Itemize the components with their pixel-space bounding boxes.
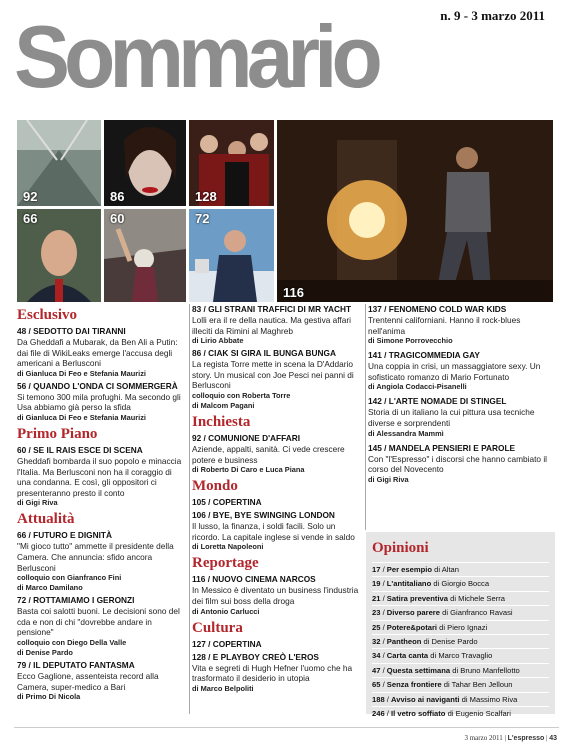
entry-title: 86 / CIAK SI GIRA IL BUNGA BUNGA [192, 348, 336, 359]
toc-entry[interactable] [192, 348, 362, 411]
entry-author: di Lirio Abbate [192, 336, 244, 346]
opinion-number: 246 [372, 709, 385, 719]
opinion-entry[interactable]: 25 / Potere&potari di Piero Ignazi [372, 620, 549, 634]
entry-author: di Gigi Riva [17, 498, 58, 508]
toc-entry[interactable] [192, 510, 362, 552]
toc-entry[interactable] [17, 660, 187, 702]
photo-number: 60 [110, 211, 125, 226]
toc-entry[interactable] [192, 497, 362, 508]
photo-number: 116 [283, 285, 304, 300]
opinion-number: 188 [372, 694, 385, 704]
toc-column-3 [368, 304, 553, 485]
entry-summary: Il lusso, la finanza, i soldi facili. Solo un ricordo. La capitale inglese si vende in saldo [192, 521, 355, 542]
opinion-entry[interactable]: 17 / Per esempio di Altan [372, 562, 549, 576]
entry-title: 56 / QUANDO L'ONDA CI SOMMERGERÀ [17, 380, 178, 391]
toc-entry[interactable] [368, 304, 553, 346]
entry-summary: Da Gheddafi a Mubarak, da Ben Ali a Putin: dai file di WikiLeaks emerge l'accusa degli americani a Berlusconi [17, 337, 178, 369]
opinion-column: Satira preventiva [386, 593, 448, 603]
opinion-column: Carta canta [386, 651, 429, 661]
toc-entry[interactable] [192, 433, 362, 475]
entry-title: 92 / COMUNIONE D'AFFARI [192, 432, 300, 443]
opinion-number: 65 [372, 680, 381, 690]
footer-rule [14, 727, 559, 728]
toc-column-2 [192, 304, 362, 694]
toc-entry[interactable] [17, 595, 187, 658]
opinion-entry[interactable]: 21 / Satira preventiva di Michele Serra [372, 591, 549, 605]
section-title: Primo Piano [17, 425, 98, 442]
entry-summary: Storia di un italiano la cui pittura usa tecniche diverse e sorprendenti [368, 407, 535, 428]
opinion-number: 17 [372, 565, 381, 574]
entry-title: 141 / TRAGICOMMEDIA GAY [368, 350, 480, 361]
opinion-number: 32 [372, 637, 381, 647]
photo-116[interactable] [277, 120, 553, 302]
entry-summary: Ecco Gaglione, assenteista record alla Camera, super-medico a Bari [17, 670, 159, 692]
opinion-entry[interactable]: 32 / Pantheon di Denise Pardo [372, 634, 549, 648]
toc-entry[interactable] [368, 350, 553, 392]
toc-entry[interactable] [192, 304, 362, 346]
toc-entry[interactable] [368, 443, 553, 485]
page-footer: 3 marzo 2011 | L'espresso | 43 [464, 734, 557, 742]
opinion-entry[interactable]: 47 / Questa settimana di Bruno Manfellotto [372, 663, 549, 677]
opinion-number: 25 [372, 622, 381, 632]
toc-entry[interactable] [17, 326, 187, 379]
photo-number: 92 [23, 189, 38, 204]
photo-66[interactable] [17, 209, 101, 302]
entry-summary: Con "l'Espresso" i discorsi che hanno cambiato il corso del Novecento [368, 453, 548, 475]
entry-title: 142 / L'ARTE NOMADE DI STINGEL [368, 396, 507, 407]
page-number: 43 [549, 735, 557, 742]
entry-interview: colloquio con Diego Della Valle [17, 637, 127, 647]
entry-author: di Gianluca Di Feo e Stefania Maurizi [17, 368, 146, 378]
opinion-column: Pantheon [386, 637, 422, 647]
photo-60[interactable] [104, 209, 186, 302]
entry-author: di Primo Di Nicola [17, 692, 81, 702]
opinion-number: 21 [372, 593, 381, 603]
entry-summary: Vita e segreti di Hugh Hefner l'uomo che ha trasformato il desiderio in utopia [192, 662, 353, 684]
opinion-column: Diverso parere [386, 608, 440, 618]
opinion-author: di Michele Serra [450, 593, 505, 603]
entry-title: 72 / ROTTAMIAMO I GERONZI [17, 595, 135, 606]
opinion-author: di Tahar Ben Jelloun [443, 680, 513, 690]
entry-title: 48 / SEDOTTO DAI TIRANNI [17, 326, 126, 336]
opinion-column: L'antitaliano [386, 579, 432, 589]
entry-summary: Basta coi salotti buoni. Le decisioni sono del cda e non di chi "dovrebbe andare in pensione" [17, 606, 180, 638]
entry-author: di Marco Belpoliti [192, 683, 254, 693]
opinion-author: di Eugenio Scalfari [447, 709, 511, 719]
entry-author: di Roberto Di Caro e Luca Piana [192, 465, 305, 475]
opinion-entry[interactable]: 65 / Senza frontiere di Tahar Ben Jelloun [372, 677, 549, 691]
section-title: Mondo [192, 478, 238, 495]
opinion-entry[interactable]: 19 / L'antitaliano di Giorgio Bocca [372, 576, 549, 590]
entry-summary: Una coppia in crisi, un massaggiatore sexy. Un sofisticato romanzo di Mario Fortunato [368, 361, 541, 382]
issue-date: n. 9 - 3 marzo 2011 [440, 8, 545, 23]
entry-interview: colloquio con Roberta Torre [192, 390, 291, 400]
photo-128[interactable] [189, 120, 274, 206]
entry-title: 66 / FUTURO E DIGNITÀ [17, 530, 112, 541]
opinion-author: di Gianfranco Ravasi [442, 608, 513, 618]
toc-entry[interactable] [17, 530, 187, 593]
entry-title: 145 / MANDELA PENSIERI E PAROLE [368, 442, 516, 453]
entry-interview: colloquio con Gianfranco Fini [17, 573, 122, 583]
entry-summary: "Mi gioco tutto" ammette il presidente della Camera. Che annuncia: sfido ancora Berlusconi [17, 541, 174, 573]
entry-author: di Marco Damilano [17, 583, 83, 593]
entry-summary: Trentenni californiani. Hanno il rock-blues nell'anima [368, 315, 521, 336]
entry-author: di Loretta Napoleoni [192, 542, 264, 552]
opinion-number: 19 [372, 579, 381, 589]
opinion-entry[interactable]: 246 / Il vetro soffiato di Eugenio Scalfari [372, 706, 549, 720]
section-title: Inchiesta [192, 413, 251, 430]
opinion-author: di Denise Pardo [423, 637, 478, 647]
photo-number: 86 [110, 189, 125, 204]
opinion-column: Il vetro soffiato [391, 709, 446, 719]
entry-title: 116 / NUOVO CINEMA NARCOS [192, 574, 316, 585]
photo-92[interactable] [17, 120, 101, 206]
photo-number: 66 [23, 211, 38, 226]
entry-summary: La regista Torre mette in scena la D'Addario story. Un musical con Joe Pesci nei panni di Berlusconi [192, 359, 354, 391]
entry-author: di Gianluca Di Feo e Stefania Maurizi [17, 412, 146, 422]
opinion-entry[interactable]: 188 / Avviso ai naviganti di Massimo Riva [372, 692, 549, 706]
entry-author: di Denise Pardo [17, 647, 73, 657]
opinion-number: 47 [372, 665, 381, 675]
entry-author: di Gigi Riva [368, 474, 409, 484]
opinion-entry[interactable]: 23 / Diverso parere di Gianfranco Ravasi [372, 605, 549, 619]
entry-title: 79 / IL DEPUTATO FANTASMA [17, 659, 135, 670]
opinion-number: 34 [372, 651, 381, 661]
entry-title: 128 / E PLAYBOY CREÒ L'EROS [192, 651, 319, 662]
entry-author: di Angiola Codacci-Pisanelli [368, 382, 467, 392]
toc-column-1 [17, 304, 187, 702]
toc-entry[interactable] [17, 445, 187, 508]
opinion-column: Per esempio [386, 565, 432, 574]
opinion-column: Avviso ai naviganti [391, 694, 460, 704]
section-title: Attualità [17, 511, 75, 528]
entry-title: 127 / COPERTINA [192, 638, 262, 649]
entry-author: di Malcom Pagani [192, 400, 255, 410]
section-title: Esclusivo [17, 307, 78, 323]
entry-author: di Antonio Carlucci [192, 606, 260, 616]
entry-summary: In Messico è diventato un business l'industria dei film sui boss della droga [192, 585, 359, 606]
opinion-author: di Bruno Manfellotto [452, 665, 520, 675]
entry-summary: Si temono 300 mila profughi. Ma secondo gli Usa abbiamo già perso la sfida [17, 391, 181, 413]
opinion-number: 23 [372, 608, 381, 618]
page-title: Sommario [14, 7, 377, 106]
entry-author: di Alessandra Mammì [368, 428, 444, 438]
toc-entry[interactable] [192, 639, 362, 650]
entry-title: 106 / BYE, BYE SWINGING LONDON [192, 510, 335, 521]
toc-entry[interactable] [368, 396, 553, 438]
photo-72[interactable] [189, 209, 274, 302]
opinion-author: di Giorgio Bocca [433, 579, 490, 589]
opinion-entry[interactable]: 34 / Carta canta di Marco Travaglio [372, 648, 549, 662]
opinion-author: di Altan [434, 565, 460, 574]
opinion-author: di Marco Travaglio [430, 651, 493, 661]
footer-brand: L'espresso [507, 735, 545, 742]
photo-number: 72 [195, 211, 210, 226]
toc-entry[interactable] [192, 652, 362, 694]
opinion-author: di Massimo Riva [461, 694, 518, 704]
toc-entry[interactable] [17, 381, 187, 423]
entry-title: 83 / GLI STRANI TRAFFICI DI MR YACHT [192, 304, 352, 314]
section-title: Cultura [192, 619, 243, 636]
toc-entry[interactable] [192, 574, 362, 616]
entry-summary: Gheddafi bombarda il suo popolo e minaccia l'Italia. Ma Berlusconi non ha il coraggio di una condanna. E così, gli oppositori ci presenteranno presto il conto [17, 455, 182, 498]
footer-date: 3 marzo 2011 [464, 734, 503, 742]
entry-title: 60 / SE IL RAIS ESCE DI SCENA [17, 444, 143, 455]
entry-summary: Aziende, appalti, sanità. Ci vede crescere potere e business [192, 443, 345, 465]
opinion-column: Potere&potari [386, 622, 438, 632]
opinion-column: Senza frontiere [386, 680, 442, 690]
entry-title: 105 / COPERTINA [192, 497, 262, 508]
entry-title: 137 / FENOMENO COLD WAR KIDS [368, 304, 507, 314]
opinion-column: Questa settimana [386, 665, 451, 675]
photo-grid [17, 120, 553, 302]
opinion-author: di Piero Ignazi [439, 622, 488, 632]
section-title: Reportage [192, 555, 259, 572]
photo-86[interactable] [104, 120, 186, 206]
entry-author: di Simone Porrovecchio [368, 336, 453, 346]
section-title: Opinioni [372, 540, 429, 556]
photo-number: 128 [195, 189, 217, 204]
entry-summary: Lolli era il re della nautica. Ma gestiva affari illeciti da Rimini al Maghreb [192, 315, 351, 336]
opinioni-box [366, 532, 555, 719]
